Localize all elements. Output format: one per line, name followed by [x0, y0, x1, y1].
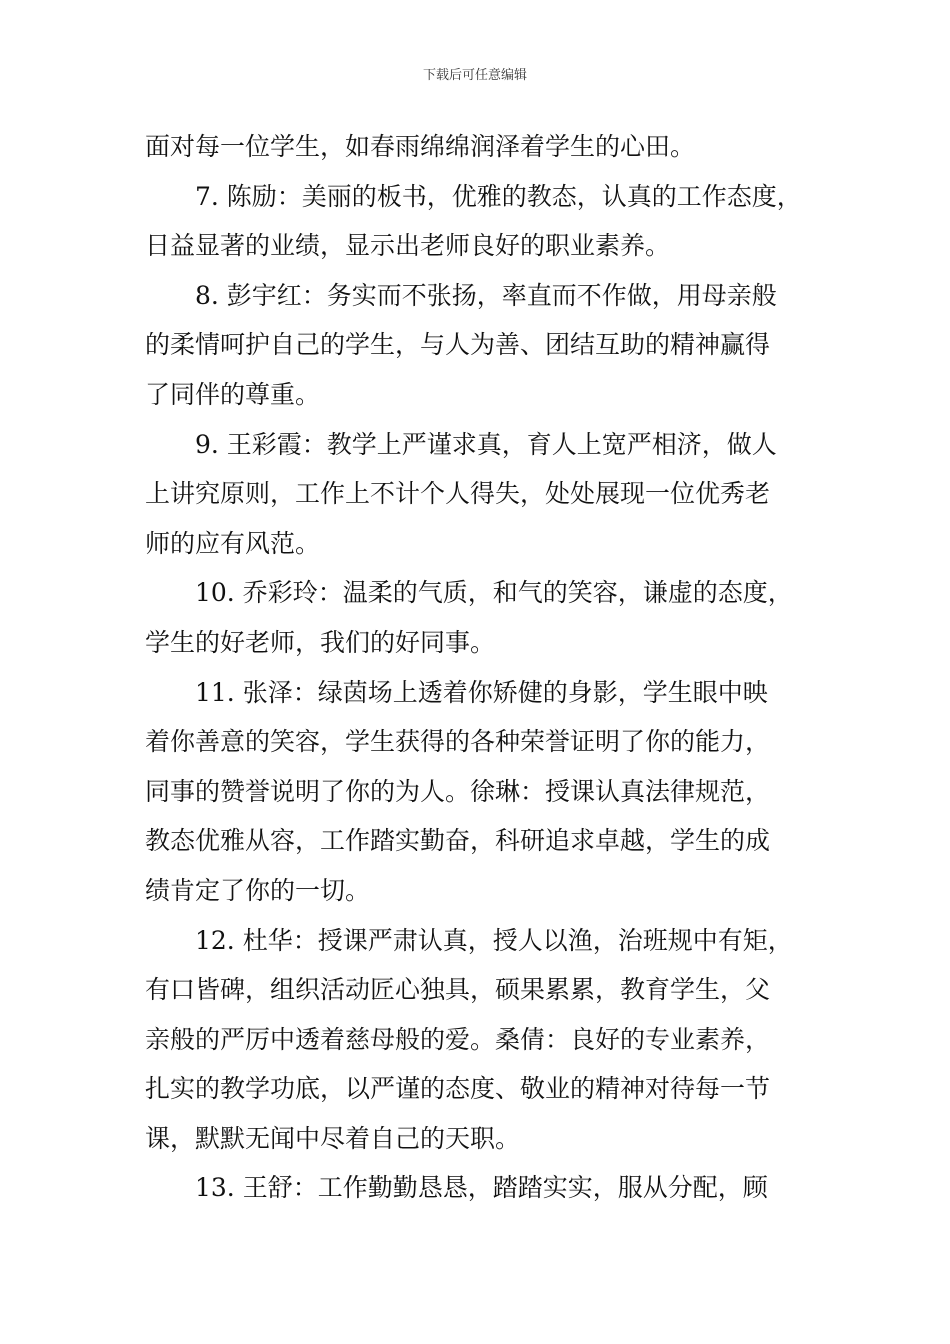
text-line: 有口皆碑，组织活动匠心独具，硕果累累，教育学生，父 [145, 975, 771, 1005]
header-note: 下载后可任意编辑 [422, 68, 527, 83]
document-body [145, 122, 815, 1213]
text-line: 13. 王舒：工作勤勤恳恳，踏踏实实，服从分配，顾 [195, 1173, 768, 1203]
text-line: 上讲究原则，工作上不计个人得失，处处展现一位优秀老 [145, 479, 771, 509]
text-line: 12. 杜华：授课严肃认真，授人以渔，治班规中有矩， [195, 925, 793, 955]
text-line: 学生的好老师，我们的好同事。 [145, 627, 496, 657]
text-line: 同事的赞誉说明了你的为人。徐琳：授课认真法律规范， [145, 776, 771, 806]
text-line: 着你善意的笑容，学生获得的各种荣誉证明了你的能力， [145, 727, 771, 757]
text-line: 11. 张泽：绿茵场上透着你矫健的身影，学生眼中映 [195, 677, 768, 707]
text-line: 亲般的严厉中透着慈母般的爱。桑倩：良好的专业素养， [145, 1024, 771, 1054]
text-line: 7. 陈励：美丽的板书，优雅的教态，认真的工作态度， [195, 181, 802, 211]
text-line: 9. 王彩霞：教学上严谨求真，育人上宽严相济，做人 [195, 429, 777, 459]
text-line: 面对每一位学生，如春雨绵绵润泽着学生的心田。 [145, 132, 696, 161]
text-line: 日益显著的业绩，显示出老师良好的职业素养。 [145, 231, 671, 261]
text-line: 绩肯定了你的一切。 [145, 875, 371, 905]
text-line: 师的应有风范。 [145, 528, 321, 558]
text-line: 8. 彭宇红：务实而不张扬，率直而不作做，用母亲般 [195, 280, 777, 310]
text-line: 课，默默无闻中尽着自己的天职。 [145, 1123, 521, 1153]
text-line: 了同伴的尊重。 [145, 379, 321, 409]
text-line: 教态优雅从容，工作踏实勤奋，科研追求卓越，学生的成 [145, 826, 771, 856]
text-line: 10. 乔彩玲：温柔的气质，和气的笑容，谦虚的态度， [195, 578, 793, 608]
text-line: 的柔情呵护自己的学生，与人为善、团结互助的精神赢得 [145, 330, 771, 360]
text-line: 扎实的教学功底，以严谨的态度、敬业的精神对待每一节 [145, 1074, 771, 1104]
